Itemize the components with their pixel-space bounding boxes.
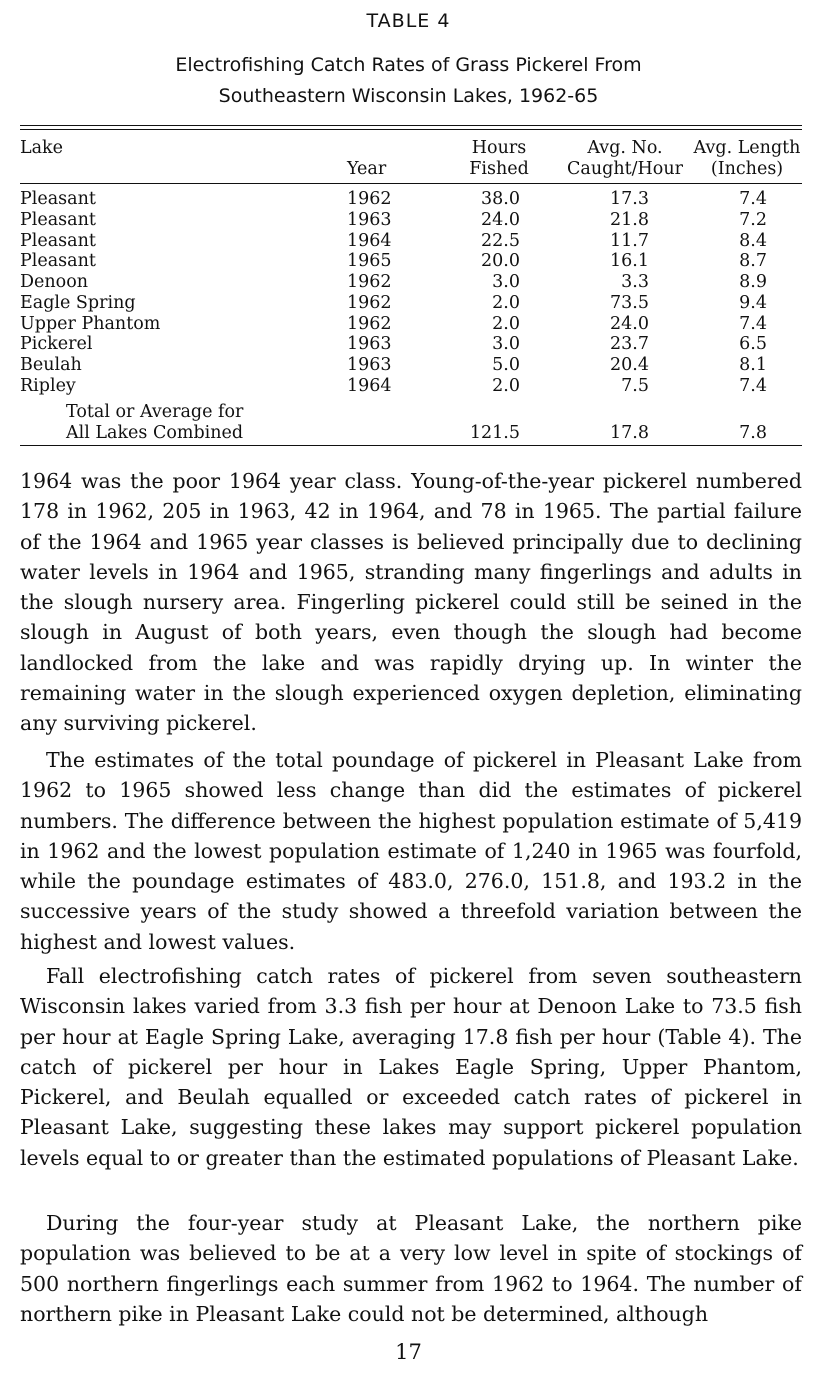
cell-lake: Pleasant [20,210,96,230]
table-caption [0,50,817,112]
cell-length: 8.7 [739,251,767,271]
table-top-rule [20,129,802,130]
cell-lake: Beulah [20,355,82,375]
cell-caught: 73.5 [610,293,649,313]
page-number: 17 [395,1340,422,1364]
cell-lake: Pleasant [20,189,96,209]
header-length: Avg. Length [693,138,801,158]
cell-length: 7.4 [739,376,767,396]
table-label: TABLE 4 [366,10,451,32]
cell-year: 1962 [347,189,392,209]
cell-hours: 5.0 [492,355,520,375]
cell-length: 7.4 [739,189,767,209]
cell-hours: 38.0 [481,189,520,209]
cell-length: 8.1 [739,355,767,375]
cell-hours: 22.5 [481,231,520,251]
cell-caught: 17.3 [610,189,649,209]
header-caught: Caught/Hour [567,159,683,179]
paragraph: The estimates of the total poundage of pickerel in Pleasant Lake from 1962 to 1965 showed less change than did the estimates of pickerel numbers. The difference between the highest population estimate of 5,419 in 1962 and the lowest population estimate of 1,240 in 1965 was fourfold, while the poundage estimates of 483.0, 276.0, 151.8, and 193.2 in the successive years of the study showed a threefold variation between the highest and lowest values. [20,748,802,954]
cell-lake: Pleasant [20,231,96,251]
cell-caught: 23.7 [610,334,649,354]
cell-hours: 24.0 [481,210,520,230]
header-length: (Inches) [710,159,784,179]
cell-year: 1962 [347,272,392,292]
cell-hours: 2.0 [492,293,520,313]
total-hours: 121.5 [469,423,520,443]
cell-length: 7.4 [739,314,767,334]
total-length: 7.8 [739,423,767,443]
cell-year: 1962 [347,293,392,313]
header-lake: Lake [20,138,64,158]
cell-lake: Denoon [20,272,89,292]
cell-lake: Eagle Spring [20,293,136,313]
cell-caught: 21.8 [610,210,649,230]
caption-line: Southeastern Wisconsin Lakes, 1962-65 [218,85,599,107]
cell-lake: Upper Phantom [20,314,161,334]
total-label: Total or Average for [66,402,244,422]
caption-line: Electrofishing Catch Rates of Grass Pickerel From [175,54,642,76]
cell-lake: Ripley [20,376,76,396]
cell-hours: 20.0 [481,251,520,271]
cell-length: 6.5 [739,334,767,354]
cell-year: 1963 [347,355,392,375]
paragraph: During the four-year study at Pleasant Lake, the northern pike population was believed to be at a very low level in spite of stockings of 500 northern fingerlings each summer from 1962 to 1964. The number of northern pike in Pleasant Lake could not be determined, although [20,1211,802,1326]
cell-year: 1965 [347,251,392,271]
total-label: All Lakes Combined [66,423,244,443]
cell-caught: 16.1 [610,251,649,271]
cell-hours: 2.0 [492,376,520,396]
table-bottom-rule [20,445,802,446]
header-caught: Avg. No. [587,138,663,158]
header-hours: Hours [471,138,527,158]
paragraph: Fall electrofishing catch rates of pickerel from seven southeastern Wisconsin lakes varied from 3.3 fish per hour at Denoon Lake to 73.5 fish per hour at Eagle Spring Lake, averaging 17.8 fish per hour (Table 4). The catch of pickerel per hour in Lakes Eagle Spring, Upper Phantom, Pickerel, and Beulah equalled or exceeded catch rates of pickerel in Pleasant Lake, suggesting these lakes may support pickerel population levels equal to or greater than the estimated populations of Pleasant Lake. [20,964,802,1170]
cell-hours: 2.0 [492,314,520,334]
cell-length: 9.4 [739,293,767,313]
paragraph: 1964 was the poor 1964 year class. Young-of-the-year pickerel numbered 178 in 1962, 205 in 1963, 42 in 1964, and 78 in 1965. The partial failure of the 1964 and 1965 year classes is believed principally due to declining water levels in 1964 and 1965, stranding many fingerlings and adults in the slough nursery area. Fingerling pickerel could still be seined in the slough in August of both years, even though the slough had become landlocked from the lake and was rapidly drying up. In winter the remaining water in the slough experienced oxygen depletion, eliminating any surviving pickerel. [20,469,802,736]
cell-hours: 3.0 [492,334,520,354]
cell-caught: 11.7 [610,231,649,251]
cell-length: 7.2 [739,210,767,230]
cell-caught: 24.0 [610,314,649,334]
cell-year: 1962 [347,314,392,334]
cell-year: 1964 [347,376,392,396]
table-header-rule [20,183,802,184]
cell-year: 1963 [347,334,392,354]
header-year: Year [347,159,387,179]
cell-hours: 3.0 [492,272,520,292]
total-caught: 17.8 [610,423,649,443]
cell-caught: 3.3 [621,272,649,292]
header-hours: Fished [469,159,529,179]
cell-year: 1964 [347,231,392,251]
cell-length: 8.4 [739,231,767,251]
table-top-rule [20,125,802,126]
cell-caught: 20.4 [610,355,649,375]
cell-lake: Pleasant [20,251,96,271]
cell-length: 8.9 [739,272,767,292]
cell-lake: Pickerel [20,334,93,354]
cell-year: 1963 [347,210,392,230]
cell-caught: 7.5 [621,376,649,396]
